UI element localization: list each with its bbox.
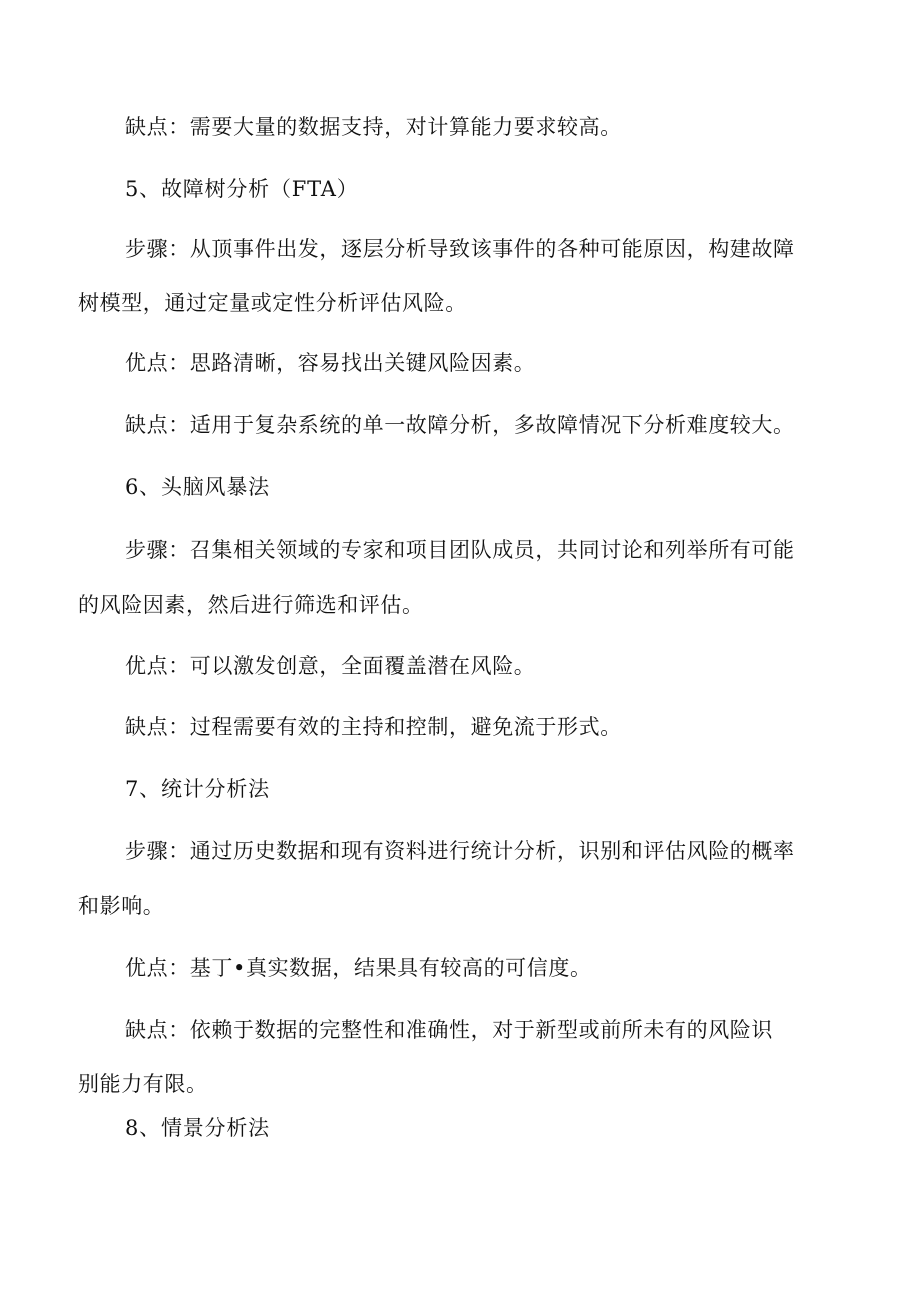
paragraph-line: 缺点：过程需要有效的主持和控制，避免流于形式。	[125, 715, 622, 739]
section-heading: 8、情景分析法	[125, 1116, 270, 1140]
paragraph-line: 优点：基丁•真实数据，结果具有较高的可信度。	[125, 956, 592, 980]
paragraph-line: 缺点：需要大量的数据支持，对计算能力要求较高。	[125, 115, 622, 139]
paragraph-line: 步骤：从顶事件出发，逐层分析导致该事件的各种可能原因，构建故障	[125, 237, 795, 261]
section-heading: 5、故障树分析（FTA）	[125, 177, 359, 201]
paragraph-line: 别能力有限。	[78, 1072, 208, 1096]
paragraph-line: 缺点：依赖于数据的完整性和准确性，对于新型或前所未有的风险识	[125, 1018, 773, 1042]
paragraph-line: 的风险因素，然后进行筛选和评估。	[78, 593, 424, 617]
paragraph-line: 缺点：适用于复杂系统的单一故障分析，多故障情况下分析难度较大。	[125, 413, 795, 437]
paragraph-line: 步骤：通过历史数据和现有资料进行统计分析，识别和评估风险的概率	[125, 839, 795, 863]
section-heading: 6、头脑风暴法	[125, 475, 270, 499]
section-heading: 7、统计分析法	[125, 777, 270, 801]
paragraph-line: 步骤：召集相关领域的专家和项目团队成员，共同讨论和列举所有可能	[125, 538, 795, 562]
paragraph-line: 优点：可以激发创意，全面覆盖潜在风险。	[125, 654, 536, 678]
paragraph-line: 优点：思路清晰，容易找出关键风险因素。	[125, 351, 536, 375]
paragraph-line: 和影响。	[78, 894, 165, 918]
paragraph-line: 树模型，通过定量或定性分析评估风险。	[78, 291, 467, 315]
